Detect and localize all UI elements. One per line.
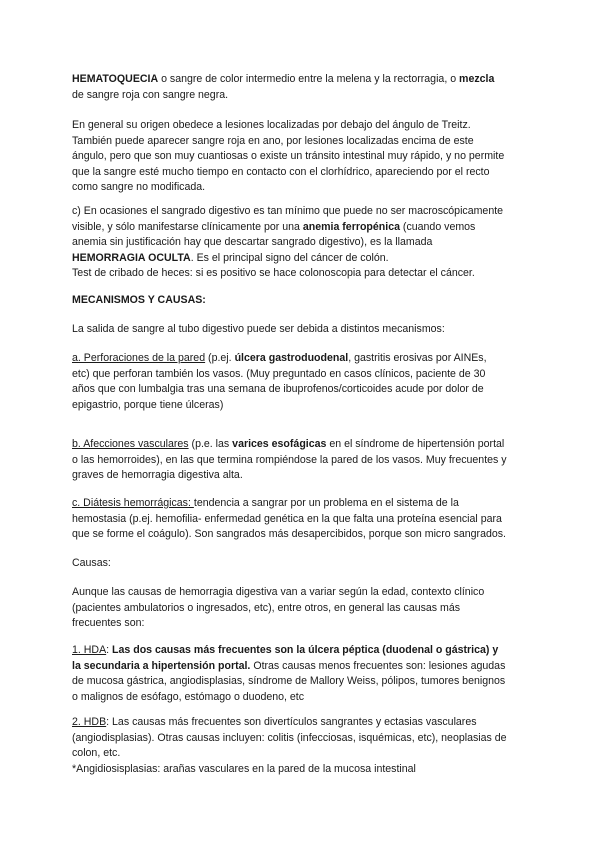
hda-line-1: [72, 643, 534, 659]
vasculares-text: (p.e. las: [188, 438, 233, 450]
oculta-line-2: [72, 220, 534, 236]
vasculares-line-2: o las hemorroides), en las que termina rompiéndose la pared de los vasos. Muy frecuentes y: [72, 453, 507, 466]
hemorragia-oculta-paragraph: [72, 204, 534, 282]
hematoquecia-text: o sangre de color intermedio entre la melena y la rectorragia, o: [158, 73, 460, 85]
origen-paragraph: [72, 118, 534, 196]
diatesis-line-1: [72, 496, 534, 512]
hda-label: 1. HDA: [72, 644, 107, 656]
perforaciones-line-1: [72, 351, 534, 367]
hematoquecia-line-2: de sangre roja con sangre negra.: [72, 88, 229, 101]
oculta-line-3: anemia sin justificación hay que descartar sangrado digestivo), es la llamada: [72, 236, 433, 249]
mezcla-term: mezcla: [459, 73, 495, 85]
hdb-paragraph: [72, 715, 534, 777]
oculta-text: . Es el principal signo del cáncer de colón.: [190, 251, 389, 264]
oculta-line-5: Test de cribado de heces: si es positivo se hace colonoscopia para detectar el cáncer.: [72, 267, 475, 280]
hda-bold-text: Las dos causas más frecuentes son la úlcera péptica (duodenal o gástrica) y: [112, 644, 499, 656]
hda-paragraph: [72, 643, 534, 705]
origen-line: ángulo, pero que son muy cuantiosas o existe un tránsito intestinal muy rápido, y no permite: [72, 150, 505, 163]
hda-line-2: [72, 659, 534, 675]
diatesis-line-3: que se forme el coágulo). Son sangrados más desapercibidos, porque son micro sangrados.: [72, 528, 507, 541]
ulcera-gastroduodenal-term: úlcera gastroduodenal: [234, 352, 349, 364]
perforaciones-line-4: epigastrio, porque tiene úlceras): [72, 398, 224, 411]
perforaciones-text: , gastritis erosivas por AINEs,: [348, 352, 487, 364]
hematoquecia-paragraph: [72, 72, 534, 103]
origen-line: como sangre no modificada.: [72, 181, 206, 194]
hda-line-4: o malignos de esófago, estómago o duodeno, etc: [72, 690, 305, 703]
hda-colon: :: [106, 644, 113, 656]
diatesis-paragraph: [72, 496, 534, 543]
perforaciones-paragraph: [72, 351, 534, 413]
vasculares-label: b. Afecciones vasculares: [72, 438, 189, 450]
hda-line-3: de mucosa gástrica, angiodisplasias, síndrome de Mallory Weiss, pólipos, tumores benignos: [72, 675, 506, 688]
hematoquecia-line-1: [72, 72, 534, 88]
diatesis-text: tendencia a sangrar por un problema en el sistema de la: [193, 497, 459, 509]
oculta-line-4: [72, 251, 534, 267]
hematoquecia-term: HEMATOQUECIA: [72, 73, 159, 85]
hdb-label: 2. HDB: [72, 716, 107, 728]
mecanismos-heading: MECANISMOS Y CAUSAS:: [72, 294, 206, 306]
perforaciones-line-2: etc) que perforan también los vasos. (Muy preguntado en casos clínicos, paciente de 30: [72, 367, 486, 380]
perforaciones-text: (p.ej.: [205, 352, 235, 364]
oculta-text: (cuando vemos: [399, 220, 476, 233]
causas-paragraph: [72, 585, 534, 632]
oculta-text: visible, y sólo manifestarse clínicamente por una: [72, 220, 303, 233]
causas-line: Aunque las causas de hemorragia digestiva van a variar según la edad, contexto clínico: [72, 586, 485, 598]
anemia-ferropenica-term: anemia ferropénica: [302, 220, 400, 233]
hdb-text: : Las causas más frecuentes son divertículos sangrantes y ectasias vasculares: [106, 716, 477, 728]
vasculares-paragraph: [72, 437, 534, 484]
hdb-line-2: (angiodisplasias). Otras causas incluyen: colitis (infecciosas, isquémicas, etc), neoplasias de: [72, 731, 507, 744]
varices-esofagicas-term: varices esofágicas: [232, 438, 327, 450]
mecanismos-intro: La salida de sangre al tubo digestivo puede ser debida a distintos mecanismos:: [72, 323, 445, 335]
causas-line: frecuentes son:: [72, 617, 145, 630]
vasculares-line-1: [72, 437, 534, 453]
origen-line: También puede aparecer sangre roja en ano, por lesiones localizadas encima de este: [72, 134, 474, 147]
diatesis-line-2: hemostasia (p.ej. hemofilia- enfermedad genética en la que falta una proteína esencial para: [72, 512, 502, 525]
origen-line: En general su origen obedece a lesiones localizadas por debajo del ángulo de Treitz.: [72, 119, 471, 131]
hdb-line-1: [72, 715, 534, 731]
hda-text: Otras causas menos frecuentes son: lesiones agudas: [250, 659, 506, 672]
causas-heading: Causas:: [72, 557, 111, 569]
hemorragia-oculta-term: HEMORRAGIA OCULTA: [72, 251, 191, 264]
vasculares-line-3: graves de hemorragia digestiva alta.: [72, 469, 243, 482]
origen-line: que la sangre esté mucho tiempo en contacto con el clorhídrico, apareciendo por el recto: [72, 165, 490, 178]
causas-line: (pacientes ambulatorios o ingresados, etc), entre otros, en general las causas más: [72, 601, 461, 614]
perforaciones-line-3: años que con lumbalgia tras una semana de ibuprofenos/corticoides acude por dolor de: [72, 383, 484, 396]
oculta-line-1: c) En ocasiones el sangrado digestivo es tan mínimo que puede no ser macroscópicamente: [72, 205, 504, 217]
hda-bold-text: la secundaria a hipertensión portal.: [72, 659, 251, 672]
perforaciones-label: a. Perforaciones de la pared: [72, 352, 206, 364]
angiodisplasias-note: *Angidiosisplasias: arañas vasculares en la pared de la mucosa intestinal: [72, 762, 416, 775]
hdb-line-3: colon, etc.: [72, 747, 121, 760]
diatesis-label: c. Diátesis hemorrágicas:: [72, 497, 194, 509]
vasculares-text: en el síndrome de hipertensión portal: [326, 438, 505, 450]
